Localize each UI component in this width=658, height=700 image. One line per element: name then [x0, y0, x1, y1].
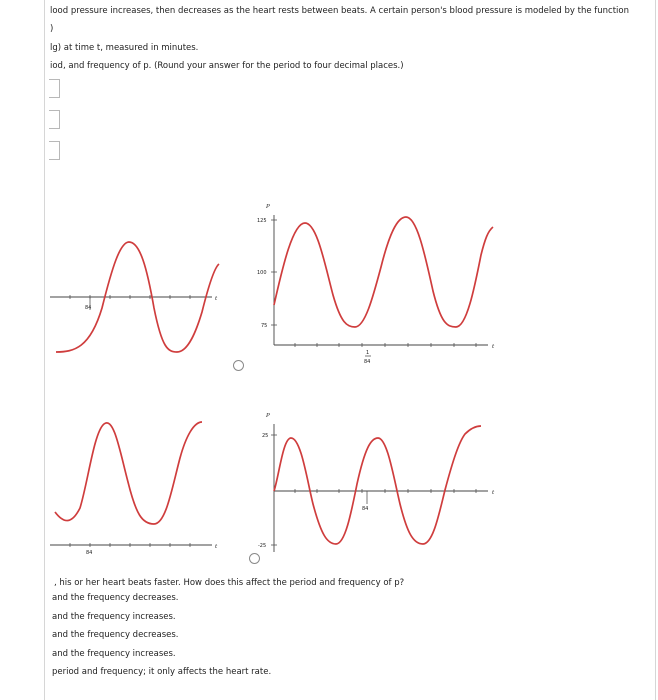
followup-option-1[interactable]: and the frequency decreases.: [52, 593, 179, 603]
graph-option-c: [50, 412, 230, 562]
graph-b-p-label: P: [266, 204, 270, 210]
graph-d-curve: [274, 426, 481, 544]
graph-option-b: [255, 195, 505, 370]
followup-option-3[interactable]: and the frequency decreases.: [52, 630, 179, 640]
answer-input-frequency[interactable]: [49, 141, 60, 160]
graph-a-tick-label: 84: [85, 305, 92, 311]
graph-d-p-label: P: [266, 413, 270, 419]
graph-d-y-bot: -25: [258, 543, 267, 549]
graph-c-curve: [55, 422, 202, 524]
graph-b-curve: [274, 217, 493, 327]
graph-d-y-top: 25: [262, 433, 269, 439]
question-text-line4: iod, and frequency of p. (Round your answer for the period to four decimal places.): [50, 61, 404, 71]
graph-d-radio[interactable]: [249, 553, 260, 564]
graph-c-t-label: t: [215, 544, 218, 550]
graph-b-t-label: t: [492, 344, 495, 350]
graph-b-x-den: 84: [364, 359, 371, 365]
followup-question: , his or her heart beats faster. How does this affect the period and frequency of p?: [54, 578, 405, 588]
question-text-line1: lood pressure increases, then decreases as the heart rests between beats. A certain person's blood pressure is modeled by the function: [50, 6, 630, 16]
graph-d-t-label: t: [492, 490, 495, 496]
graph-b-y-bot: 75: [261, 323, 268, 329]
graph-option-a: [50, 228, 230, 358]
answer-input-period[interactable]: [49, 110, 60, 129]
followup-option-2[interactable]: and the frequency increases.: [52, 612, 176, 622]
graph-option-d: [255, 404, 505, 574]
graph-d-x-label: 84: [362, 506, 369, 512]
question-text-line2: ): [50, 24, 54, 34]
followup-option-5[interactable]: period and frequency; it only affects the heart rate.: [52, 667, 272, 677]
graph-c-x-label: 84: [86, 550, 93, 556]
graph-b-y-top: 125: [257, 218, 267, 224]
graph-a-t-label: t: [215, 296, 218, 302]
followup-option-4[interactable]: and the frequency increases.: [52, 649, 176, 659]
graph-b-radio[interactable]: [233, 360, 244, 371]
graph-b-x-num: 1: [366, 350, 370, 356]
graph-b-y-mid: 100: [257, 270, 267, 276]
question-text-line3: lg) at time t, measured in minutes.: [50, 43, 199, 53]
answer-input-amplitude[interactable]: [49, 79, 60, 98]
